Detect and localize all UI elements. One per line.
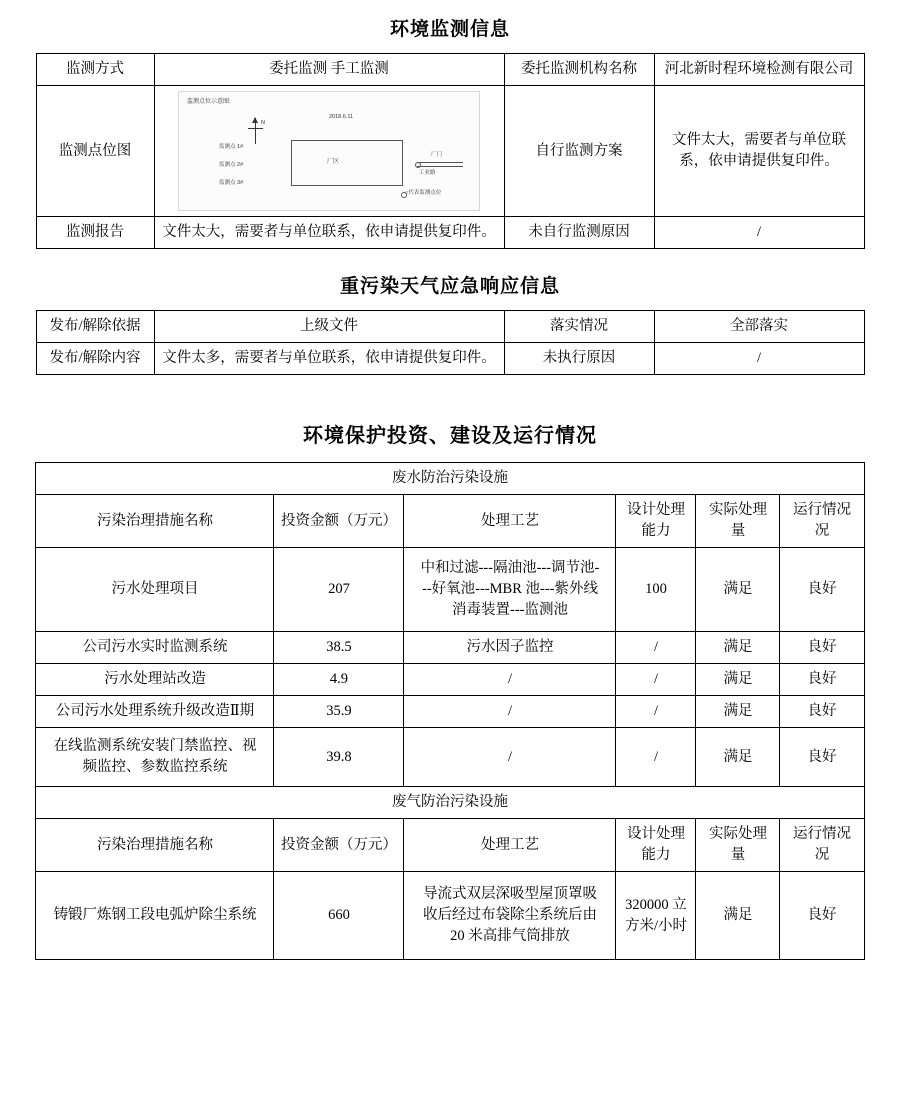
table-row xyxy=(36,632,864,664)
map-sketch xyxy=(178,91,480,211)
section-title-monitoring: 环境监测信息 xyxy=(389,19,510,40)
agency-label: 委托监测机构名称 xyxy=(504,54,654,86)
header-design-capacity xyxy=(616,819,696,872)
facility-capacity: 100 xyxy=(616,548,696,632)
facility-capacity: / xyxy=(616,728,696,787)
monitoring-point-map xyxy=(154,86,504,217)
map-gate-label: 厂门 xyxy=(431,152,443,159)
map-plant-boundary xyxy=(291,140,403,186)
facility-capacity: / xyxy=(616,664,696,696)
no-self-monitoring-reason-value: / xyxy=(654,217,864,249)
table-row xyxy=(36,664,864,696)
table-header-row xyxy=(36,819,864,872)
header-process: 处理工艺 xyxy=(404,819,616,872)
map-plant-label: 厂区 xyxy=(327,159,340,166)
heavy-pollution-table xyxy=(36,310,865,375)
map-point-3-label: 监测点 3# xyxy=(219,180,244,187)
implementation-value: 全部落实 xyxy=(654,311,864,343)
header-actual-line1: 实际处理 xyxy=(708,502,767,519)
release-basis-label: 发布/解除依据 xyxy=(36,311,154,343)
table-row xyxy=(36,696,864,728)
facility-name: 在线监测系统安装门禁监控、视频监控、参数监控系统 xyxy=(36,728,274,787)
facility-amount: 660 xyxy=(274,872,404,960)
table-row xyxy=(36,787,864,819)
document-page xyxy=(0,14,900,1097)
header-amount: 投资金额（万元） xyxy=(274,495,404,548)
facility-name: 污水处理项目 xyxy=(36,548,274,632)
header-amount: 投资金额（万元） xyxy=(274,819,404,872)
facility-capacity: / xyxy=(616,696,696,728)
facility-process: / xyxy=(404,696,616,728)
facility-process: / xyxy=(404,664,616,696)
monitoring-table xyxy=(36,53,865,249)
facility-status: 良好 xyxy=(780,728,864,787)
non-execution-reason-label: 未执行原因 xyxy=(504,343,654,375)
table-row xyxy=(36,463,864,495)
map-point-2-label: 监测点 2# xyxy=(219,162,244,169)
facility-process: 污水因子监控 xyxy=(404,632,616,664)
header-status-line1: 运行情况 xyxy=(793,826,851,843)
header-actual-line1: 实际处理 xyxy=(708,826,767,843)
header-name: 污染治理措施名称 xyxy=(36,819,274,872)
monitoring-report-value: 文件太大，需要者与单位联系，依申请提供复印件。 xyxy=(154,217,504,249)
header-actual xyxy=(696,819,780,872)
map-road-line xyxy=(417,162,463,163)
band-waste-gas: 废气防治污染设施 xyxy=(36,787,864,819)
header-status-line1: 运行情况 xyxy=(793,502,851,519)
facility-name: 铸锻厂炼钢工段电弧炉除尘系统 xyxy=(36,872,274,960)
facility-amount: 207 xyxy=(274,548,404,632)
facility-name: 公司污水处理系统升级改造Ⅱ期 xyxy=(36,696,274,728)
facility-name: 公司污水实时监测系统 xyxy=(36,632,274,664)
header-name: 污染治理措施名称 xyxy=(36,495,274,548)
agency-value: 河北新时程环境检测有限公司 xyxy=(654,54,864,86)
facility-actual: 满足 xyxy=(696,548,780,632)
facility-actual: 满足 xyxy=(696,872,780,960)
facility-amount: 38.5 xyxy=(274,632,404,664)
facility-actual: 满足 xyxy=(696,632,780,664)
monitoring-method-label: 监测方式 xyxy=(36,54,154,86)
header-design-capacity-line1: 设计处理 xyxy=(626,826,685,843)
facility-capacity: / xyxy=(616,632,696,664)
table-row xyxy=(36,86,864,217)
header-process: 处理工艺 xyxy=(404,495,616,548)
facility-process: 中和过滤---隔油池---调节池---好氧池---MBR 池---紫外线消毒装置---监测池 xyxy=(404,548,616,632)
map-title: 监测点位示意图: xyxy=(187,99,231,106)
monitoring-report-label: 监测报告 xyxy=(36,217,154,249)
monitoring-method-value: 委托监测 手工监测 xyxy=(154,54,504,86)
map-north-label: N xyxy=(261,120,265,127)
table-row xyxy=(36,728,864,787)
facility-actual: 满足 xyxy=(696,664,780,696)
header-actual-line2: 量 xyxy=(730,523,746,540)
header-design-capacity-line1: 设计处理 xyxy=(626,502,685,519)
table-row xyxy=(36,311,864,343)
map-legend-label: ○代表监测点位 xyxy=(405,190,442,197)
self-monitoring-plan-value: 文件太大，需要者与单位联系，依申请提供复印件。 xyxy=(654,86,864,217)
facility-capacity: 320000 立方米/小时 xyxy=(616,872,696,960)
header-status xyxy=(780,819,864,872)
section-title-investment: 环境保护投资、建设及运行情况 xyxy=(303,425,597,448)
north-arrow-icon xyxy=(255,118,256,144)
no-self-monitoring-reason-label: 未自行监测原因 xyxy=(504,217,654,249)
non-execution-reason-value: / xyxy=(654,343,864,375)
table-row xyxy=(36,54,864,86)
release-basis-value: 上级文件 xyxy=(154,311,504,343)
release-content-label: 发布/解除内容 xyxy=(36,343,154,375)
map-road-line-2 xyxy=(417,166,463,167)
implementation-label: 落实情况 xyxy=(504,311,654,343)
north-arrow-cross-icon xyxy=(248,128,263,129)
facility-process: / xyxy=(404,728,616,787)
table-row xyxy=(36,872,864,960)
header-design-capacity xyxy=(616,495,696,548)
map-point-1-label: 监测点 1# xyxy=(219,144,244,151)
facility-amount: 35.9 xyxy=(274,696,404,728)
investment-table xyxy=(35,462,864,960)
release-content-value: 文件太多，需要者与单位联系，依申请提供复印件。 xyxy=(154,343,504,375)
header-status xyxy=(780,495,864,548)
table-row xyxy=(36,217,864,249)
header-actual-line2: 量 xyxy=(730,847,746,864)
facility-process: 导流式双层深吸型屋顶罩吸收后经过布袋除尘系统后由 20 米高排气筒排放 xyxy=(404,872,616,960)
facility-status: 良好 xyxy=(780,664,864,696)
facility-amount: 4.9 xyxy=(274,664,404,696)
map-date: 2018.6.11 xyxy=(329,114,354,121)
facility-amount: 39.8 xyxy=(274,728,404,787)
map-road-label: 工业路 xyxy=(419,170,436,177)
facility-actual: 满足 xyxy=(696,728,780,787)
section-title-heavy-pollution: 重污染天气应急响应信息 xyxy=(339,276,560,298)
facility-name: 污水处理站改造 xyxy=(36,664,274,696)
table-header-row xyxy=(36,495,864,548)
band-wastewater: 废水防治污染设施 xyxy=(36,463,864,495)
header-status-line2: 况 xyxy=(814,847,830,864)
facility-status: 良好 xyxy=(780,696,864,728)
header-design-capacity-line2: 能力 xyxy=(641,847,671,864)
table-row xyxy=(36,548,864,632)
table-row xyxy=(36,343,864,375)
facility-status: 良好 xyxy=(780,872,864,960)
header-status-line2: 况 xyxy=(814,523,830,540)
header-actual xyxy=(696,495,780,548)
map-label: 监测点位图 xyxy=(36,86,154,217)
self-monitoring-plan-label: 自行监测方案 xyxy=(504,86,654,217)
facility-status: 良好 xyxy=(780,632,864,664)
header-design-capacity-line2: 能力 xyxy=(641,523,671,540)
facility-status: 良好 xyxy=(780,548,864,632)
facility-actual: 满足 xyxy=(696,696,780,728)
